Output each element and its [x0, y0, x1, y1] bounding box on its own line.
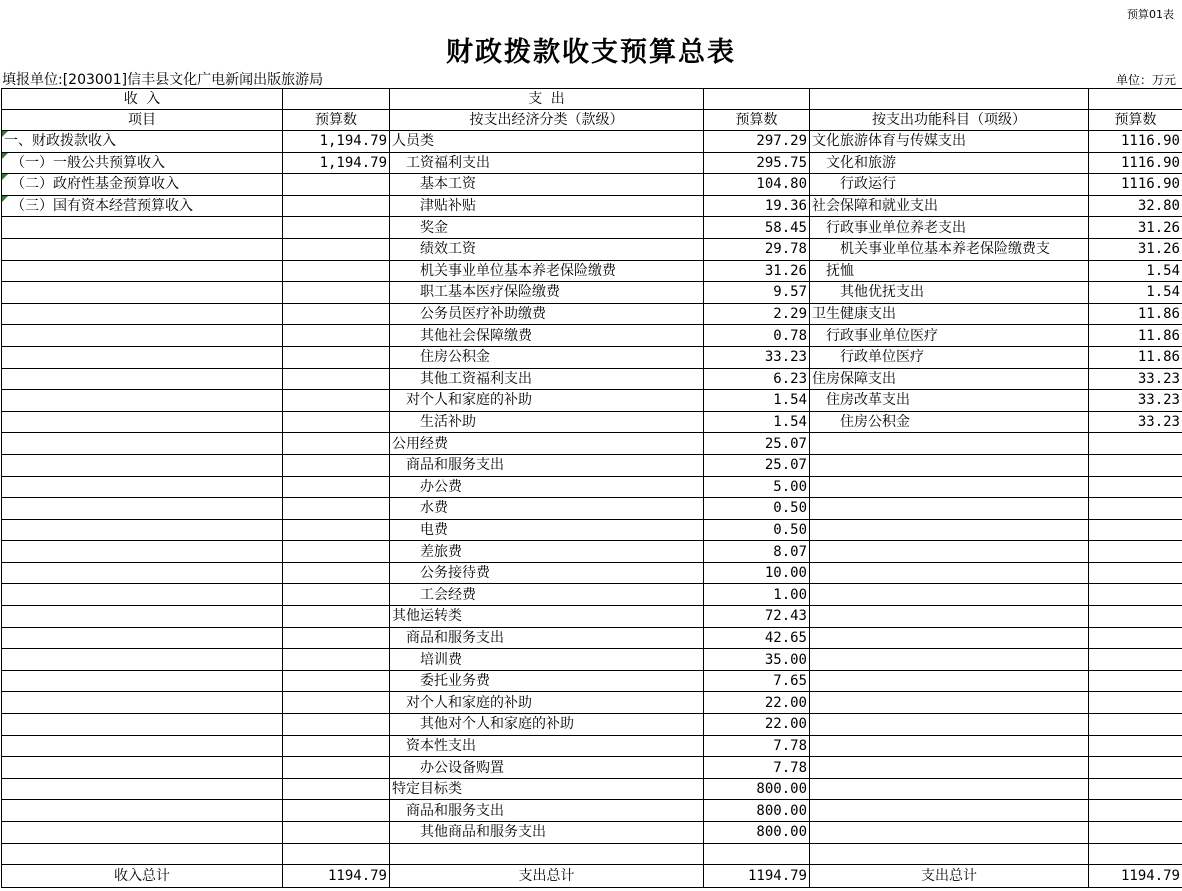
- func-item-cell: [810, 606, 1089, 628]
- income-value-cell: [283, 670, 390, 692]
- econ-value-cell: 1.00: [704, 584, 810, 606]
- func-item-cell: [810, 778, 1089, 800]
- table-row: [2, 454, 1182, 476]
- econ-value-cell: 33.23: [704, 346, 810, 368]
- econ-value-cell: 72.43: [704, 606, 810, 628]
- table-row: [2, 346, 1182, 368]
- func-item-cell: 行政单位医疗: [810, 346, 1089, 368]
- table-row: [2, 411, 1182, 433]
- func-item-cell: 行政事业单位医疗: [810, 325, 1089, 347]
- income-item-cell: [2, 476, 283, 498]
- func-value-cell: 1116.90: [1089, 152, 1182, 174]
- income-item-cell: [2, 778, 283, 800]
- func-value-cell: [1089, 433, 1182, 455]
- econ-item-cell: 其他社会保障缴费: [390, 325, 704, 347]
- table-row: [2, 174, 1182, 196]
- table-row: [2, 498, 1182, 520]
- income-value-cell: [283, 692, 390, 714]
- econ-value-cell: 0.50: [704, 519, 810, 541]
- econ-value-cell: 31.26: [704, 260, 810, 282]
- func-item-cell: 文化旅游体育与传媒支出: [810, 131, 1089, 153]
- col-econ: 按支出经济分类（款级）: [390, 110, 704, 131]
- income-value-cell: 1,194.79: [283, 152, 390, 174]
- func-value-cell: 11.86: [1089, 303, 1182, 325]
- func-value-cell: 33.23: [1089, 368, 1182, 390]
- func-item-cell: [810, 670, 1089, 692]
- table-row: [2, 368, 1182, 390]
- econ-value-cell: 10.00: [704, 562, 810, 584]
- func-value-cell: 1.54: [1089, 260, 1182, 282]
- income-item-cell: [2, 411, 283, 433]
- func-value-cell: [1089, 822, 1182, 844]
- table-row: [2, 843, 1182, 865]
- econ-value-cell: [704, 843, 810, 865]
- income-value-cell: [283, 368, 390, 390]
- func-value-cell: 33.23: [1089, 390, 1182, 412]
- table-row: [2, 627, 1182, 649]
- func-item-cell: 行政运行: [810, 174, 1089, 196]
- col-func: 按支出功能科目（项级）: [810, 110, 1089, 131]
- table-row: [2, 152, 1182, 174]
- econ-value-cell: 58.45: [704, 217, 810, 239]
- income-value-cell: [283, 174, 390, 196]
- econ-item-cell: 工会经费: [390, 584, 704, 606]
- expense-header-blank: [704, 89, 810, 110]
- income-value-cell: [283, 195, 390, 217]
- econ-item-cell: 职工基本医疗保险缴费: [390, 282, 704, 304]
- econ-value-cell: 7.78: [704, 735, 810, 757]
- func-item-cell: [810, 433, 1089, 455]
- func-item-cell: 住房公积金: [810, 411, 1089, 433]
- income-header: 收 入: [2, 89, 283, 110]
- income-item-cell: [2, 692, 283, 714]
- table-row: [2, 670, 1182, 692]
- table-row: [2, 692, 1182, 714]
- income-value-cell: [283, 757, 390, 779]
- func-item-cell: 卫生健康支出: [810, 303, 1089, 325]
- table-row: [2, 433, 1182, 455]
- func-total-value: 1194.79: [1089, 865, 1182, 888]
- econ-item-cell: 基本工资: [390, 174, 704, 196]
- income-item-cell: [2, 735, 283, 757]
- econ-value-cell: 2.29: [704, 303, 810, 325]
- income-item-cell: [2, 714, 283, 736]
- income-value-cell: [283, 822, 390, 844]
- table-row: [2, 584, 1182, 606]
- income-value-cell: [283, 303, 390, 325]
- econ-value-cell: 5.00: [704, 476, 810, 498]
- income-item-cell: [2, 822, 283, 844]
- econ-item-cell: 人员类: [390, 131, 704, 153]
- expense-header-blank2: [810, 89, 1089, 110]
- income-item-cell: [2, 800, 283, 822]
- econ-value-cell: 295.75: [704, 152, 810, 174]
- econ-value-cell: 800.00: [704, 800, 810, 822]
- income-item-cell: [2, 433, 283, 455]
- income-item-cell: [2, 627, 283, 649]
- table-row: [2, 541, 1182, 563]
- econ-item-cell: 公务员医疗补助缴费: [390, 303, 704, 325]
- econ-item-cell: 水费: [390, 498, 704, 520]
- econ-item-cell: 公用经费: [390, 433, 704, 455]
- income-value-cell: [283, 282, 390, 304]
- income-item-cell: [2, 260, 283, 282]
- table-row: [2, 519, 1182, 541]
- income-item-cell: [2, 584, 283, 606]
- func-value-cell: [1089, 627, 1182, 649]
- table-row: [2, 757, 1182, 779]
- filler-unit: 填报单位:[203001]信丰县文化广电新闻出版旅游局: [2, 72, 324, 88]
- income-value-cell: [283, 411, 390, 433]
- func-item-cell: 机关事业单位基本养老保险缴费支: [810, 238, 1089, 260]
- header-row-1: [2, 89, 1182, 110]
- econ-value-cell: 22.00: [704, 692, 810, 714]
- income-item-cell: （一）一般公共预算收入: [2, 152, 283, 174]
- econ-item-cell: 机关事业单位基本养老保险缴费: [390, 260, 704, 282]
- func-item-cell: 抚恤: [810, 260, 1089, 282]
- econ-value-cell: 1.54: [704, 390, 810, 412]
- econ-item-cell: 办公设备购置: [390, 757, 704, 779]
- income-item-cell: [2, 454, 283, 476]
- func-value-cell: [1089, 649, 1182, 671]
- econ-item-cell: 委托业务费: [390, 670, 704, 692]
- econ-value-cell: 25.07: [704, 454, 810, 476]
- econ-item-cell: 其他工资福利支出: [390, 368, 704, 390]
- income-item-cell: [2, 217, 283, 239]
- income-item-cell: [2, 238, 283, 260]
- budget-table: [1, 88, 1182, 888]
- table-row: [2, 131, 1182, 153]
- func-value-cell: [1089, 670, 1182, 692]
- func-value-cell: 1.54: [1089, 282, 1182, 304]
- econ-item-cell: 商品和服务支出: [390, 627, 704, 649]
- col-budget3: 预算数: [1089, 110, 1182, 131]
- func-item-cell: 社会保障和就业支出: [810, 195, 1089, 217]
- income-value-cell: [283, 714, 390, 736]
- income-item-cell: [2, 498, 283, 520]
- func-item-cell: [810, 519, 1089, 541]
- income-item-cell: [2, 282, 283, 304]
- func-item-cell: [810, 627, 1089, 649]
- income-value-cell: [283, 562, 390, 584]
- econ-item-cell: 对个人和家庭的补助: [390, 692, 704, 714]
- econ-value-cell: 29.78: [704, 238, 810, 260]
- func-value-cell: 31.26: [1089, 217, 1182, 239]
- income-item-cell: [2, 670, 283, 692]
- table-row: [2, 562, 1182, 584]
- econ-item-cell: 差旅费: [390, 541, 704, 563]
- table-row: [2, 282, 1182, 304]
- econ-value-cell: 6.23: [704, 368, 810, 390]
- econ-item-cell: 公务接待费: [390, 562, 704, 584]
- econ-value-cell: 7.78: [704, 757, 810, 779]
- func-value-cell: [1089, 541, 1182, 563]
- income-item-cell: [2, 606, 283, 628]
- expense-total-value: 1194.79: [704, 865, 810, 888]
- income-item-cell: [2, 649, 283, 671]
- func-item-cell: 行政事业单位养老支出: [810, 217, 1089, 239]
- func-value-cell: 1116.90: [1089, 174, 1182, 196]
- income-value-cell: [283, 433, 390, 455]
- func-value-cell: [1089, 454, 1182, 476]
- income-item-cell: [2, 303, 283, 325]
- func-value-cell: [1089, 606, 1182, 628]
- func-value-cell: 1116.90: [1089, 131, 1182, 153]
- income-header-blank: [283, 89, 390, 110]
- econ-item-cell: 其他对个人和家庭的补助: [390, 714, 704, 736]
- table-row: [2, 778, 1182, 800]
- income-item-cell: [2, 562, 283, 584]
- table-row: [2, 195, 1182, 217]
- func-item-cell: [810, 476, 1089, 498]
- func-item-cell: [810, 541, 1089, 563]
- table-row: [2, 390, 1182, 412]
- econ-value-cell: 800.00: [704, 778, 810, 800]
- table-row: [2, 800, 1182, 822]
- econ-item-cell: 资本性支出: [390, 735, 704, 757]
- func-value-cell: [1089, 519, 1182, 541]
- econ-value-cell: 7.65: [704, 670, 810, 692]
- income-value-cell: [283, 498, 390, 520]
- func-item-cell: [810, 454, 1089, 476]
- income-value-cell: [283, 476, 390, 498]
- func-value-cell: [1089, 735, 1182, 757]
- income-item-cell: [2, 368, 283, 390]
- func-item-cell: 住房保障支出: [810, 368, 1089, 390]
- income-item-cell: [2, 843, 283, 865]
- econ-item-cell: 办公费: [390, 476, 704, 498]
- econ-value-cell: 0.50: [704, 498, 810, 520]
- econ-item-cell: 其他商品和服务支出: [390, 822, 704, 844]
- func-value-cell: [1089, 692, 1182, 714]
- income-value-cell: [283, 238, 390, 260]
- income-value-cell: [283, 390, 390, 412]
- income-value-cell: [283, 454, 390, 476]
- func-value-cell: [1089, 498, 1182, 520]
- func-item-cell: 文化和旅游: [810, 152, 1089, 174]
- table-row: [2, 649, 1182, 671]
- func-value-cell: 33.23: [1089, 411, 1182, 433]
- func-item-cell: [810, 735, 1089, 757]
- income-value-cell: [283, 584, 390, 606]
- func-value-cell: [1089, 714, 1182, 736]
- func-value-cell: [1089, 584, 1182, 606]
- func-item-cell: [810, 800, 1089, 822]
- econ-value-cell: 800.00: [704, 822, 810, 844]
- func-item-cell: [810, 562, 1089, 584]
- func-item-cell: [810, 692, 1089, 714]
- econ-value-cell: 0.78: [704, 325, 810, 347]
- income-value-cell: [283, 260, 390, 282]
- income-total-value: 1194.79: [283, 865, 390, 888]
- func-item-cell: [810, 649, 1089, 671]
- table-row: [2, 325, 1182, 347]
- econ-value-cell: 297.29: [704, 131, 810, 153]
- income-value-cell: 1,194.79: [283, 131, 390, 153]
- func-item-cell: [810, 714, 1089, 736]
- income-value-cell: [283, 519, 390, 541]
- income-value-cell: [283, 778, 390, 800]
- econ-item-cell: 住房公积金: [390, 346, 704, 368]
- func-item-cell: 其他优抚支出: [810, 282, 1089, 304]
- money-unit: 单位：万元: [1115, 73, 1176, 87]
- func-value-cell: [1089, 562, 1182, 584]
- func-value-cell: [1089, 757, 1182, 779]
- func-total-label: 支出总计: [810, 865, 1089, 888]
- expense-header-blank3: [1089, 89, 1182, 110]
- econ-item-cell: 生活补助: [390, 411, 704, 433]
- income-value-cell: [283, 735, 390, 757]
- econ-item-cell: 商品和服务支出: [390, 800, 704, 822]
- econ-item-cell: 电费: [390, 519, 704, 541]
- econ-item-cell: 对个人和家庭的补助: [390, 390, 704, 412]
- total-row: [2, 865, 1182, 888]
- income-item-cell: [2, 325, 283, 347]
- func-item-cell: 住房改革支出: [810, 390, 1089, 412]
- econ-value-cell: 25.07: [704, 433, 810, 455]
- econ-value-cell: 8.07: [704, 541, 810, 563]
- col-budget: 预算数: [283, 110, 390, 131]
- table-row: [2, 238, 1182, 260]
- func-value-cell: [1089, 843, 1182, 865]
- income-value-cell: [283, 606, 390, 628]
- econ-item-cell: 奖金: [390, 217, 704, 239]
- income-value-cell: [283, 346, 390, 368]
- income-item-cell: [2, 390, 283, 412]
- func-value-cell: 11.86: [1089, 325, 1182, 347]
- econ-value-cell: 9.57: [704, 282, 810, 304]
- econ-value-cell: 22.00: [704, 714, 810, 736]
- func-item-cell: [810, 498, 1089, 520]
- func-item-cell: [810, 822, 1089, 844]
- income-value-cell: [283, 541, 390, 563]
- econ-item-cell: 特定目标类: [390, 778, 704, 800]
- income-item-cell: 一、财政拨款收入: [2, 131, 283, 153]
- econ-item-cell: 其他运转类: [390, 606, 704, 628]
- func-value-cell: 11.86: [1089, 346, 1182, 368]
- econ-item-cell: 商品和服务支出: [390, 454, 704, 476]
- econ-item-cell: 绩效工资: [390, 238, 704, 260]
- econ-item-cell: 津贴补贴: [390, 195, 704, 217]
- econ-value-cell: 104.80: [704, 174, 810, 196]
- income-value-cell: [283, 217, 390, 239]
- table-row: [2, 260, 1182, 282]
- page-title: 财政拨款收支预算总表: [446, 37, 736, 68]
- expense-total-label: 支出总计: [390, 865, 704, 888]
- income-item-cell: （三）国有资本经营预算收入: [2, 195, 283, 217]
- func-item-cell: [810, 584, 1089, 606]
- func-value-cell: 32.80: [1089, 195, 1182, 217]
- func-item-cell: [810, 757, 1089, 779]
- expense-header: 支 出: [390, 89, 704, 110]
- header-row-2: [2, 110, 1182, 131]
- table-row: [2, 735, 1182, 757]
- income-item-cell: [2, 541, 283, 563]
- func-value-cell: 31.26: [1089, 238, 1182, 260]
- econ-value-cell: 19.36: [704, 195, 810, 217]
- func-value-cell: [1089, 476, 1182, 498]
- econ-item-cell: 培训费: [390, 649, 704, 671]
- sheet-code: 预算01表: [1127, 8, 1174, 21]
- table-row: [2, 476, 1182, 498]
- econ-item-cell: 工资福利支出: [390, 152, 704, 174]
- econ-value-cell: 1.54: [704, 411, 810, 433]
- col-item: 项目: [2, 110, 283, 131]
- income-value-cell: [283, 627, 390, 649]
- func-item-cell: [810, 843, 1089, 865]
- table-row: [2, 303, 1182, 325]
- table-row: [2, 606, 1182, 628]
- col-budget2: 预算数: [704, 110, 810, 131]
- table-row: [2, 217, 1182, 239]
- econ-item-cell: [390, 843, 704, 865]
- income-value-cell: [283, 843, 390, 865]
- income-item-cell: （二）政府性基金预算收入: [2, 174, 283, 196]
- income-item-cell: [2, 757, 283, 779]
- income-item-cell: [2, 519, 283, 541]
- income-value-cell: [283, 800, 390, 822]
- income-value-cell: [283, 325, 390, 347]
- income-value-cell: [283, 649, 390, 671]
- income-total-label: 收入总计: [2, 865, 283, 888]
- table-row: [2, 822, 1182, 844]
- econ-value-cell: 42.65: [704, 627, 810, 649]
- func-value-cell: [1089, 778, 1182, 800]
- func-value-cell: [1089, 800, 1182, 822]
- income-item-cell: [2, 346, 283, 368]
- table-row: [2, 714, 1182, 736]
- econ-value-cell: 35.00: [704, 649, 810, 671]
